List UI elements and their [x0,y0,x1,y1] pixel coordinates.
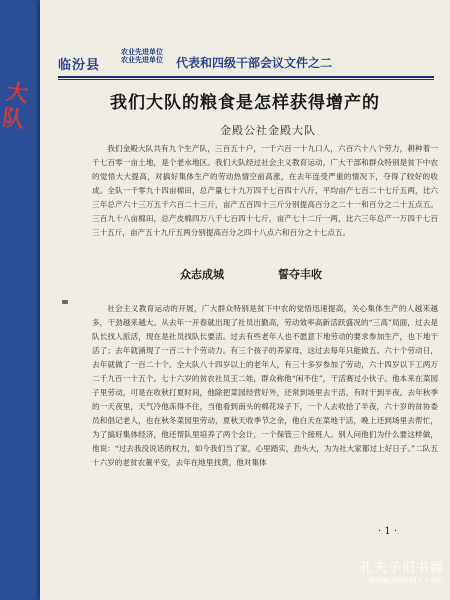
paragraph-2: 社会主义教育运动的开展，广大群众特别是贫下中农的觉悟迅速提高，关心集体生产的人越来越多，干劲越来越大。从去年一开春就出现了社员出勤高，劳动效率高新活跃盛况的“三高”局面，过去是队长找人派活，现在是社员找队长要活。过去有些老年人也不愿意下地劳动的要求参加生产，也下地干活了；去年就涌现了一百二十个劳动力。有三个孩子的养家母，这过去每年只能做五、六十个劳动日，去年就做了一百二十个。全大队八十四岁以上的老年人，有三十多岁参加了劳动，六十四岁以下工两万二千九百一十五个。七十六岁的贫农社员王二娃，群众称他“闲不住”，干活赛过小伙子。他本来在菜园子里劳动，可是在收秋打夏时间，他除把菜园经营好外，还常到场里去干活，有时干到半夜。去年秋季的一天夜里，天气冷他冻得不住，当他看到南头的棉花垛子下，一个人去收拾了半夜，六十岁的贫协委员和倡记老人，也在秋冬菜园里劳动，夏秋天收季节之余，他白天在菜地干活，晚上还到场里去帮忙，为了搞好集体经济，他还帮队里培养了两个会计，一个保管三个接班人。别人问他们为什么要这样做，他说：“过去我没说话的权力，如今我们当了家，心里踏实，劲头大，为为社大家都过上好日子。”二队五十六岁的老贫农董平安，去年在地里找黄，他对集体 [92,304,438,467]
staple-mark [62,300,68,304]
header-conference-title: 代表和四级干部会议文件之二 [176,56,333,70]
header-small-line1: 农业先进单位 [121,47,163,56]
header-rule-thick [58,76,434,78]
article-byline: 金殿公社金殿大队 [220,124,316,137]
header-small-line2: 农业先进单位 [121,55,163,64]
subheading-1: 众志成城 [180,268,224,281]
watermark-text: 孔夫子旧书网 [359,561,444,576]
paragraph-1: 我们金殿大队共有九个生产队，三百五十户，一千六百一十九口人，六百六十八个劳力，耕种着一千七百零一亩土地，是个老水地区。我们大队经过社会主义教育运动，广大干部和群众特别是贫下中农的觉悟大大提高，对搞好集体生产的劳动热情空前高涨，在去年连受严重的情况下，夺得了较好的收成。全队一千零九十四亩棉田，总产量七十九万四千七百四十八斤，平均亩产七百二十七斤五两，比六三年总产六十三万五千六百二十三斤，亩产五百四十三斤分别提高百分之二十一和百分之二十五点五。三百九十八亩棉田，总产皮棉四万八千七百四十七斤，亩产七十二斤一两，比六三年总产一万四千七百三十五斤，亩产五十九斤五两分别提高百分之四十八点六和百分之十七点五。 [92,144,438,237]
article-title: 我们大队的粮食是怎样获得增产的 [110,93,380,113]
header-rule-thin [58,79,434,80]
watermark [360,557,444,586]
subheading-2: 誓夺丰收 [278,268,322,281]
document-page [40,0,450,600]
handwritten-margin-note: 大队 [0,79,30,134]
document-header [58,46,434,76]
page-number: · 1 · [378,526,398,537]
header-small-text [121,48,163,64]
watermark-url: www.kongfz.com [368,576,444,586]
header-county: 临汾县 [58,58,101,73]
